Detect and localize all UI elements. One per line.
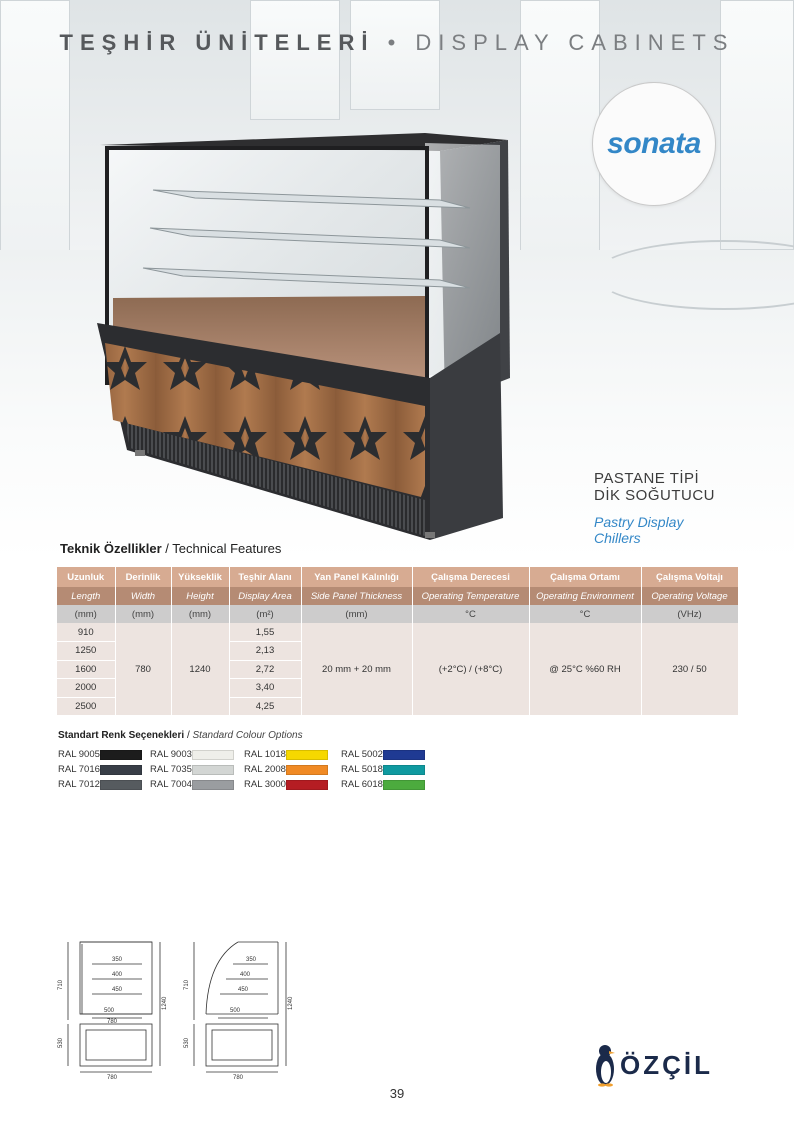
swatch-label: RAL 9005 bbox=[58, 749, 100, 760]
drawing2-shelf-3: 450 bbox=[238, 987, 249, 993]
swatch-label: RAL 5002 bbox=[341, 749, 383, 760]
colour-swatch bbox=[100, 780, 142, 790]
model-badge bbox=[592, 82, 716, 206]
drawing1-total-height: 1240 bbox=[162, 996, 168, 1010]
th-tr: Teşhir Alanı bbox=[229, 567, 301, 587]
swatch-label: RAL 9003 bbox=[150, 749, 192, 760]
product-title-line1: PASTANE TİPİ bbox=[594, 470, 700, 487]
th-unit: (mm) bbox=[115, 605, 171, 623]
technical-drawing-curved bbox=[178, 930, 298, 1085]
th-en: Width bbox=[115, 587, 171, 605]
product-subtitle bbox=[594, 514, 683, 546]
drawing1-outer-width: 780 bbox=[107, 1075, 118, 1080]
swatch-label: RAL 3000 bbox=[244, 779, 286, 790]
colour-swatch bbox=[383, 765, 425, 775]
cell-env: @ 25°C %60 RH bbox=[529, 623, 641, 716]
swatch-label: RAL 7012 bbox=[58, 779, 100, 790]
drawing2-top-height: 710 bbox=[184, 979, 190, 990]
cell-length: 910 bbox=[57, 623, 115, 642]
cell-length: 1250 bbox=[57, 642, 115, 661]
colour-swatch bbox=[383, 750, 425, 760]
drawing1-shelf-3: 450 bbox=[112, 987, 123, 993]
product-title-line2: DİK SOĞUTUCU bbox=[594, 487, 716, 504]
colour-swatch bbox=[286, 780, 328, 790]
colour-swatch bbox=[383, 780, 425, 790]
swatch-label: RAL 7035 bbox=[150, 764, 192, 775]
cell-height: 1240 bbox=[171, 623, 229, 716]
th-en: Operating Temperature bbox=[412, 587, 529, 605]
colours-heading bbox=[58, 730, 303, 741]
colours-heading-sep: / bbox=[186, 730, 190, 741]
drawing2-shelf-1: 350 bbox=[246, 957, 257, 963]
th-tr: Çalışma Ortamı bbox=[529, 567, 641, 587]
colours-heading-en: Standard Colour Options bbox=[192, 730, 303, 741]
drawing1-shelf-2: 400 bbox=[112, 972, 123, 978]
colour-swatch bbox=[192, 780, 234, 790]
product-subtitle-line2: Chillers bbox=[594, 530, 641, 546]
colour-swatch bbox=[192, 750, 234, 760]
drawing1-base-height: 530 bbox=[58, 1037, 64, 1048]
drawing1-top-height: 710 bbox=[58, 979, 64, 990]
features-heading-tr: Teknik Özellikler bbox=[60, 541, 162, 556]
th-unit: (m²) bbox=[229, 605, 301, 623]
table-header-tr bbox=[57, 567, 738, 587]
spec-table bbox=[57, 567, 739, 716]
drawing2-shelf-2: 400 bbox=[240, 972, 251, 978]
cabinet-image bbox=[95, 128, 515, 540]
cell-width: 780 bbox=[115, 623, 171, 716]
drawing2-shelf-4: 500 bbox=[230, 1008, 241, 1014]
swatch-label: RAL 7004 bbox=[150, 779, 192, 790]
product-subtitle-line1: Pastry Display bbox=[594, 514, 684, 530]
th-tr: Yükseklik bbox=[171, 567, 229, 587]
cell-area: 2,72 bbox=[229, 660, 301, 679]
cell-length: 2500 bbox=[57, 697, 115, 716]
drawing1-inner-width: 780 bbox=[107, 1019, 118, 1025]
cell-area: 2,13 bbox=[229, 642, 301, 661]
model-name: sonata bbox=[607, 127, 701, 160]
cell-temp: (+2°C) / (+8°C) bbox=[412, 623, 529, 716]
drawing1-shelf-1: 350 bbox=[112, 957, 123, 963]
drawing2-total-height: 1240 bbox=[288, 996, 294, 1010]
th-tr: Uzunluk bbox=[57, 567, 115, 587]
brand-name: ÖZÇİL bbox=[620, 1049, 713, 1080]
th-unit: °C bbox=[529, 605, 641, 623]
colour-swatch bbox=[192, 765, 234, 775]
swatch-label: RAL 7016 bbox=[58, 764, 100, 775]
cell-area: 3,40 bbox=[229, 679, 301, 698]
cell-length: 2000 bbox=[57, 679, 115, 698]
table-row bbox=[57, 623, 738, 642]
colour-swatch bbox=[100, 765, 142, 775]
th-en: Operating Voltage bbox=[641, 587, 738, 605]
title-separator: • bbox=[387, 30, 403, 55]
swatch-label: RAL 1018 bbox=[244, 749, 286, 760]
cell-length: 1600 bbox=[57, 660, 115, 679]
technical-drawing-straight bbox=[52, 930, 172, 1085]
colour-swatch bbox=[286, 765, 328, 775]
th-en: Side Panel Thickness bbox=[301, 587, 412, 605]
cell-voltage: 230 / 50 bbox=[641, 623, 738, 716]
th-unit: (mm) bbox=[57, 605, 115, 623]
cell-area: 4,25 bbox=[229, 697, 301, 716]
drawing2-outer-width: 780 bbox=[233, 1075, 244, 1080]
title-en: DISPLAY CABINETS bbox=[415, 30, 735, 55]
title-tr: TEŞHİR ÜNİTELERİ bbox=[59, 30, 375, 55]
swatch-label: RAL 5018 bbox=[341, 764, 383, 775]
colour-swatch bbox=[286, 750, 328, 760]
table-units bbox=[57, 605, 738, 623]
th-tr: Çalışma Voltajı bbox=[641, 567, 738, 587]
features-heading-sep: / bbox=[165, 541, 169, 556]
swatch-label: RAL 2008 bbox=[244, 764, 286, 775]
drawing1-shelf-4: 500 bbox=[104, 1008, 115, 1014]
th-unit: (mm) bbox=[301, 605, 412, 623]
th-en: Height bbox=[171, 587, 229, 605]
drawing2-base-height: 530 bbox=[184, 1037, 190, 1048]
th-tr: Çalışma Derecesi bbox=[412, 567, 529, 587]
swatch-label: RAL 6018 bbox=[341, 779, 383, 790]
colours-heading-tr: Standart Renk Seçenekleri bbox=[58, 730, 185, 741]
th-unit: °C bbox=[412, 605, 529, 623]
th-en: Display Area bbox=[229, 587, 301, 605]
th-unit: (mm) bbox=[171, 605, 229, 623]
page-number: 39 bbox=[389, 1086, 405, 1101]
page-title bbox=[0, 30, 794, 56]
table-header-en bbox=[57, 587, 738, 605]
colour-swatch bbox=[100, 750, 142, 760]
product-title bbox=[594, 470, 715, 504]
cell-panel: 20 mm + 20 mm bbox=[301, 623, 412, 716]
features-heading-en: Technical Features bbox=[172, 541, 282, 556]
penguin-icon bbox=[594, 1043, 616, 1087]
brand-logo bbox=[594, 1040, 713, 1090]
th-en: Length bbox=[57, 587, 115, 605]
cell-area: 1,55 bbox=[229, 623, 301, 642]
th-unit: (VHz) bbox=[641, 605, 738, 623]
features-heading bbox=[60, 541, 281, 556]
th-en: Operating Environment bbox=[529, 587, 641, 605]
th-tr: Yan Panel Kalınlığı bbox=[301, 567, 412, 587]
th-tr: Derinlik bbox=[115, 567, 171, 587]
